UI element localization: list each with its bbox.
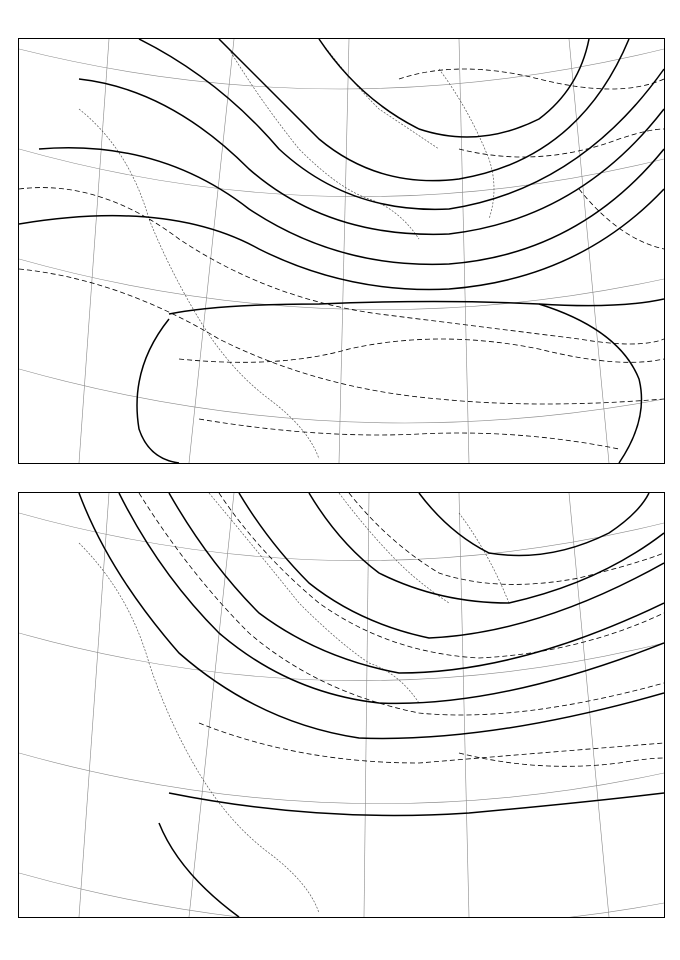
graticule — [19, 493, 664, 917]
isotherm-contours — [139, 493, 664, 766]
graticule — [19, 39, 664, 463]
coastline — [79, 493, 509, 913]
height-contours — [79, 493, 664, 917]
map-panel-300hpa — [18, 38, 665, 464]
map-500hpa-canvas — [19, 493, 664, 917]
map-300hpa-canvas — [19, 39, 664, 463]
coastline — [79, 39, 494, 459]
map-panel-500hpa — [18, 492, 665, 918]
height-contours — [19, 39, 664, 463]
